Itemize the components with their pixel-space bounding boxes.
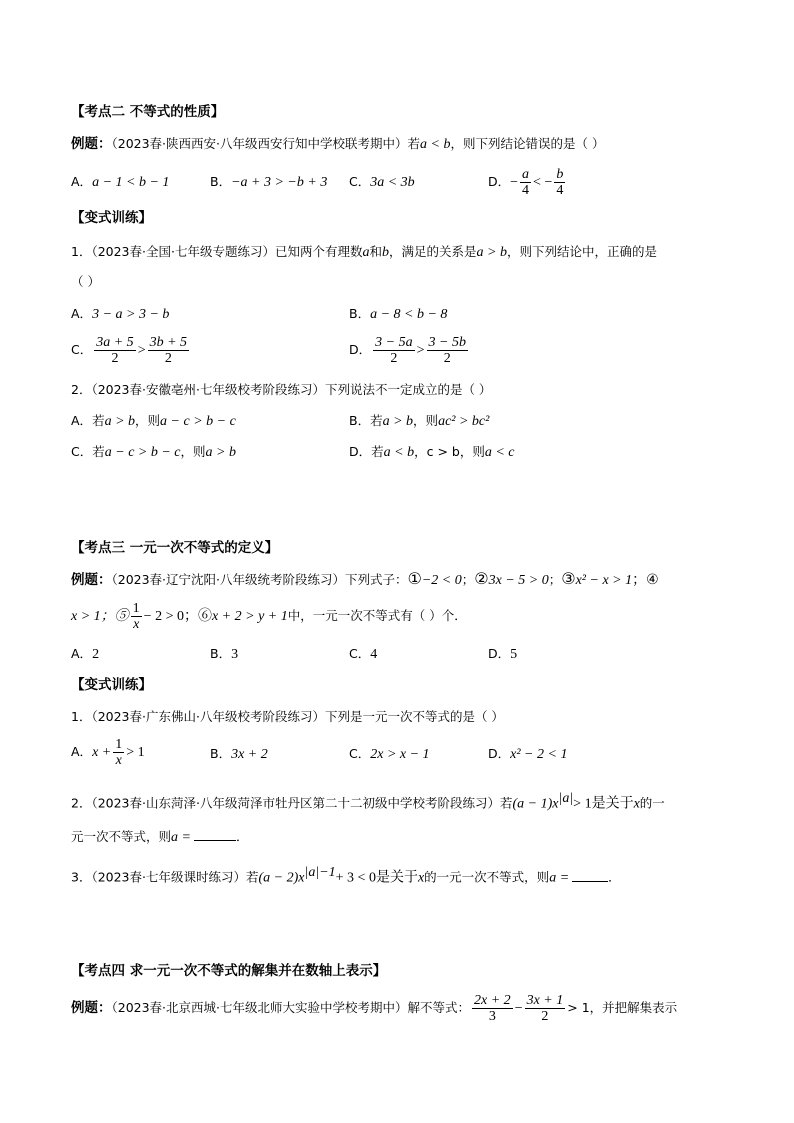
- option-a: A．a − 1 < b − 1: [71, 174, 170, 190]
- answer-blank[interactable]: [572, 869, 608, 882]
- fraction: $\frac{1}{x}$: [132, 601, 140, 632]
- fraction: $\frac{3a + 5}{2}$: [96, 335, 134, 366]
- fraction: $\frac{2x + 2}{3}$: [474, 993, 511, 1024]
- q1-option-b: B．a − 8 < b − 8: [349, 306, 448, 322]
- question-1: 1．（2023春·全国·七年级专题练习）已知两个有理数a和b，满足的关系是a > b，则下列结论中，正确的是: [71, 244, 657, 260]
- training-title: 【变式训练】: [71, 677, 152, 693]
- ex3-option-b: B．3: [210, 646, 239, 662]
- q1-option-d: D． $\frac{3 - 5a}{2}$ > $\frac{3 - 5b}{2}$: [349, 335, 466, 366]
- fraction: $\frac{3 - 5b}{2}$: [428, 335, 466, 366]
- section-title-4: 【考点四 求一元一次不等式的解集并在数轴上表示】: [71, 963, 387, 979]
- option-b: B．−a + 3 > −b + 3: [210, 174, 328, 190]
- section-title-2: 【考点二 不等式的性质】: [71, 104, 225, 120]
- option-d: D．− $\frac{a}{4}$ < − $\frac{b}{4}$: [488, 167, 564, 198]
- fraction: $\frac{3 - 5a}{2}$: [375, 335, 413, 366]
- option-c: C．3a < 3b: [349, 174, 415, 190]
- fraction: $\frac{a}{4}$: [522, 167, 530, 198]
- fraction: $\frac{1}{x}$: [115, 737, 123, 768]
- q1-option-a: A．3 − a > 3 − b: [71, 306, 170, 322]
- q2-option-d: D．若a < b，c > b，则a < c: [349, 444, 515, 460]
- example-3: 例题：（2023春·辽宁沈阳·八年级统考阶段练习）下列式子：①−2 < 0；②3x − 5 > 0；③x² − x > 1；④: [71, 569, 659, 588]
- q2-option-c: C．若a − c > b − c，则a > b: [71, 444, 236, 460]
- example-2: [71, 135, 604, 154]
- fraction: $\frac{3b + 5}{2}$: [149, 335, 188, 366]
- q2-option-b: B．若a > b，则ac² > bc²: [349, 413, 490, 429]
- s3-q1-option-b: B．3x + 2: [210, 746, 268, 762]
- question-2: 2．（2023春·安徽亳州·七年级校考阶段练习）下列说法不一定成立的是（ ）: [71, 382, 492, 397]
- training-title: 【变式训练】: [71, 210, 152, 226]
- s3-question-2-line2: 元一次不等式，则a = ．: [71, 829, 249, 845]
- example-3-line2: x > 1；⑤ $\frac{1}{x}$ − 2 > 0；⑥x + 2 > y + 1中，一元一次不等式有（ ）个．: [71, 601, 467, 632]
- s3-question-2: 2．（2023春·山东菏泽·八年级菏泽市牡丹区第二十二初级中学校考阶段练习）若$(a - 1)x^{|a|}> 1$是关于x的一: [71, 791, 665, 812]
- example-tail: ，则下列结论错误的是（ ）: [450, 136, 605, 151]
- fraction: $\frac{b}{4}$: [556, 167, 564, 198]
- s3-question-1: 1．（2023春·广东佛山·八年级校考阶段练习）下列是一元一次不等式的是（ ）: [71, 709, 504, 724]
- s3-question-3: 3．（2023春·七年级课时练习）若$(a - 2)x^{|a|-1}+ 3 < 0$是关于x的一元一次不等式，则a = ．: [71, 865, 621, 886]
- s3-q1-option-c: C．2x > x − 1: [349, 746, 430, 762]
- answer-blank[interactable]: [194, 828, 236, 841]
- example-4: 例题：（2023春·北京西城·七年级北师大实验中学校考期中）解不等式： $\frac{2x + 2}{3}$ − $\frac{3x + 1}{2}$ > 1，并把解集表示: [71, 993, 678, 1024]
- example-source: （2023春·陕西西安·八年级西安行知中学校联考期中）若: [111, 136, 421, 151]
- ex3-option-a: A．2: [71, 646, 100, 662]
- ex3-option-d: D．5: [488, 646, 518, 662]
- q2-option-a: A．若a > b，则a − c > b − c: [71, 413, 236, 429]
- section-title-3: 【考点三 一元一次不等式的定义】: [71, 540, 279, 556]
- ex3-option-c: C．4: [349, 646, 378, 662]
- s3-q1-option-a: A．x + $\frac{1}{x}$ > 1: [71, 737, 145, 768]
- example-condition: a < b: [420, 137, 451, 152]
- example-label: 例题：: [71, 136, 112, 152]
- s3-q1-option-d: D．x² − 2 < 1: [488, 746, 568, 762]
- answer-paren: （ ）: [71, 274, 100, 289]
- fraction: $\frac{3x + 1}{2}$: [526, 993, 564, 1024]
- q1-option-c: C． $\frac{3a + 5}{2}$ > $\frac{3b + 5}{2}$: [71, 335, 188, 366]
